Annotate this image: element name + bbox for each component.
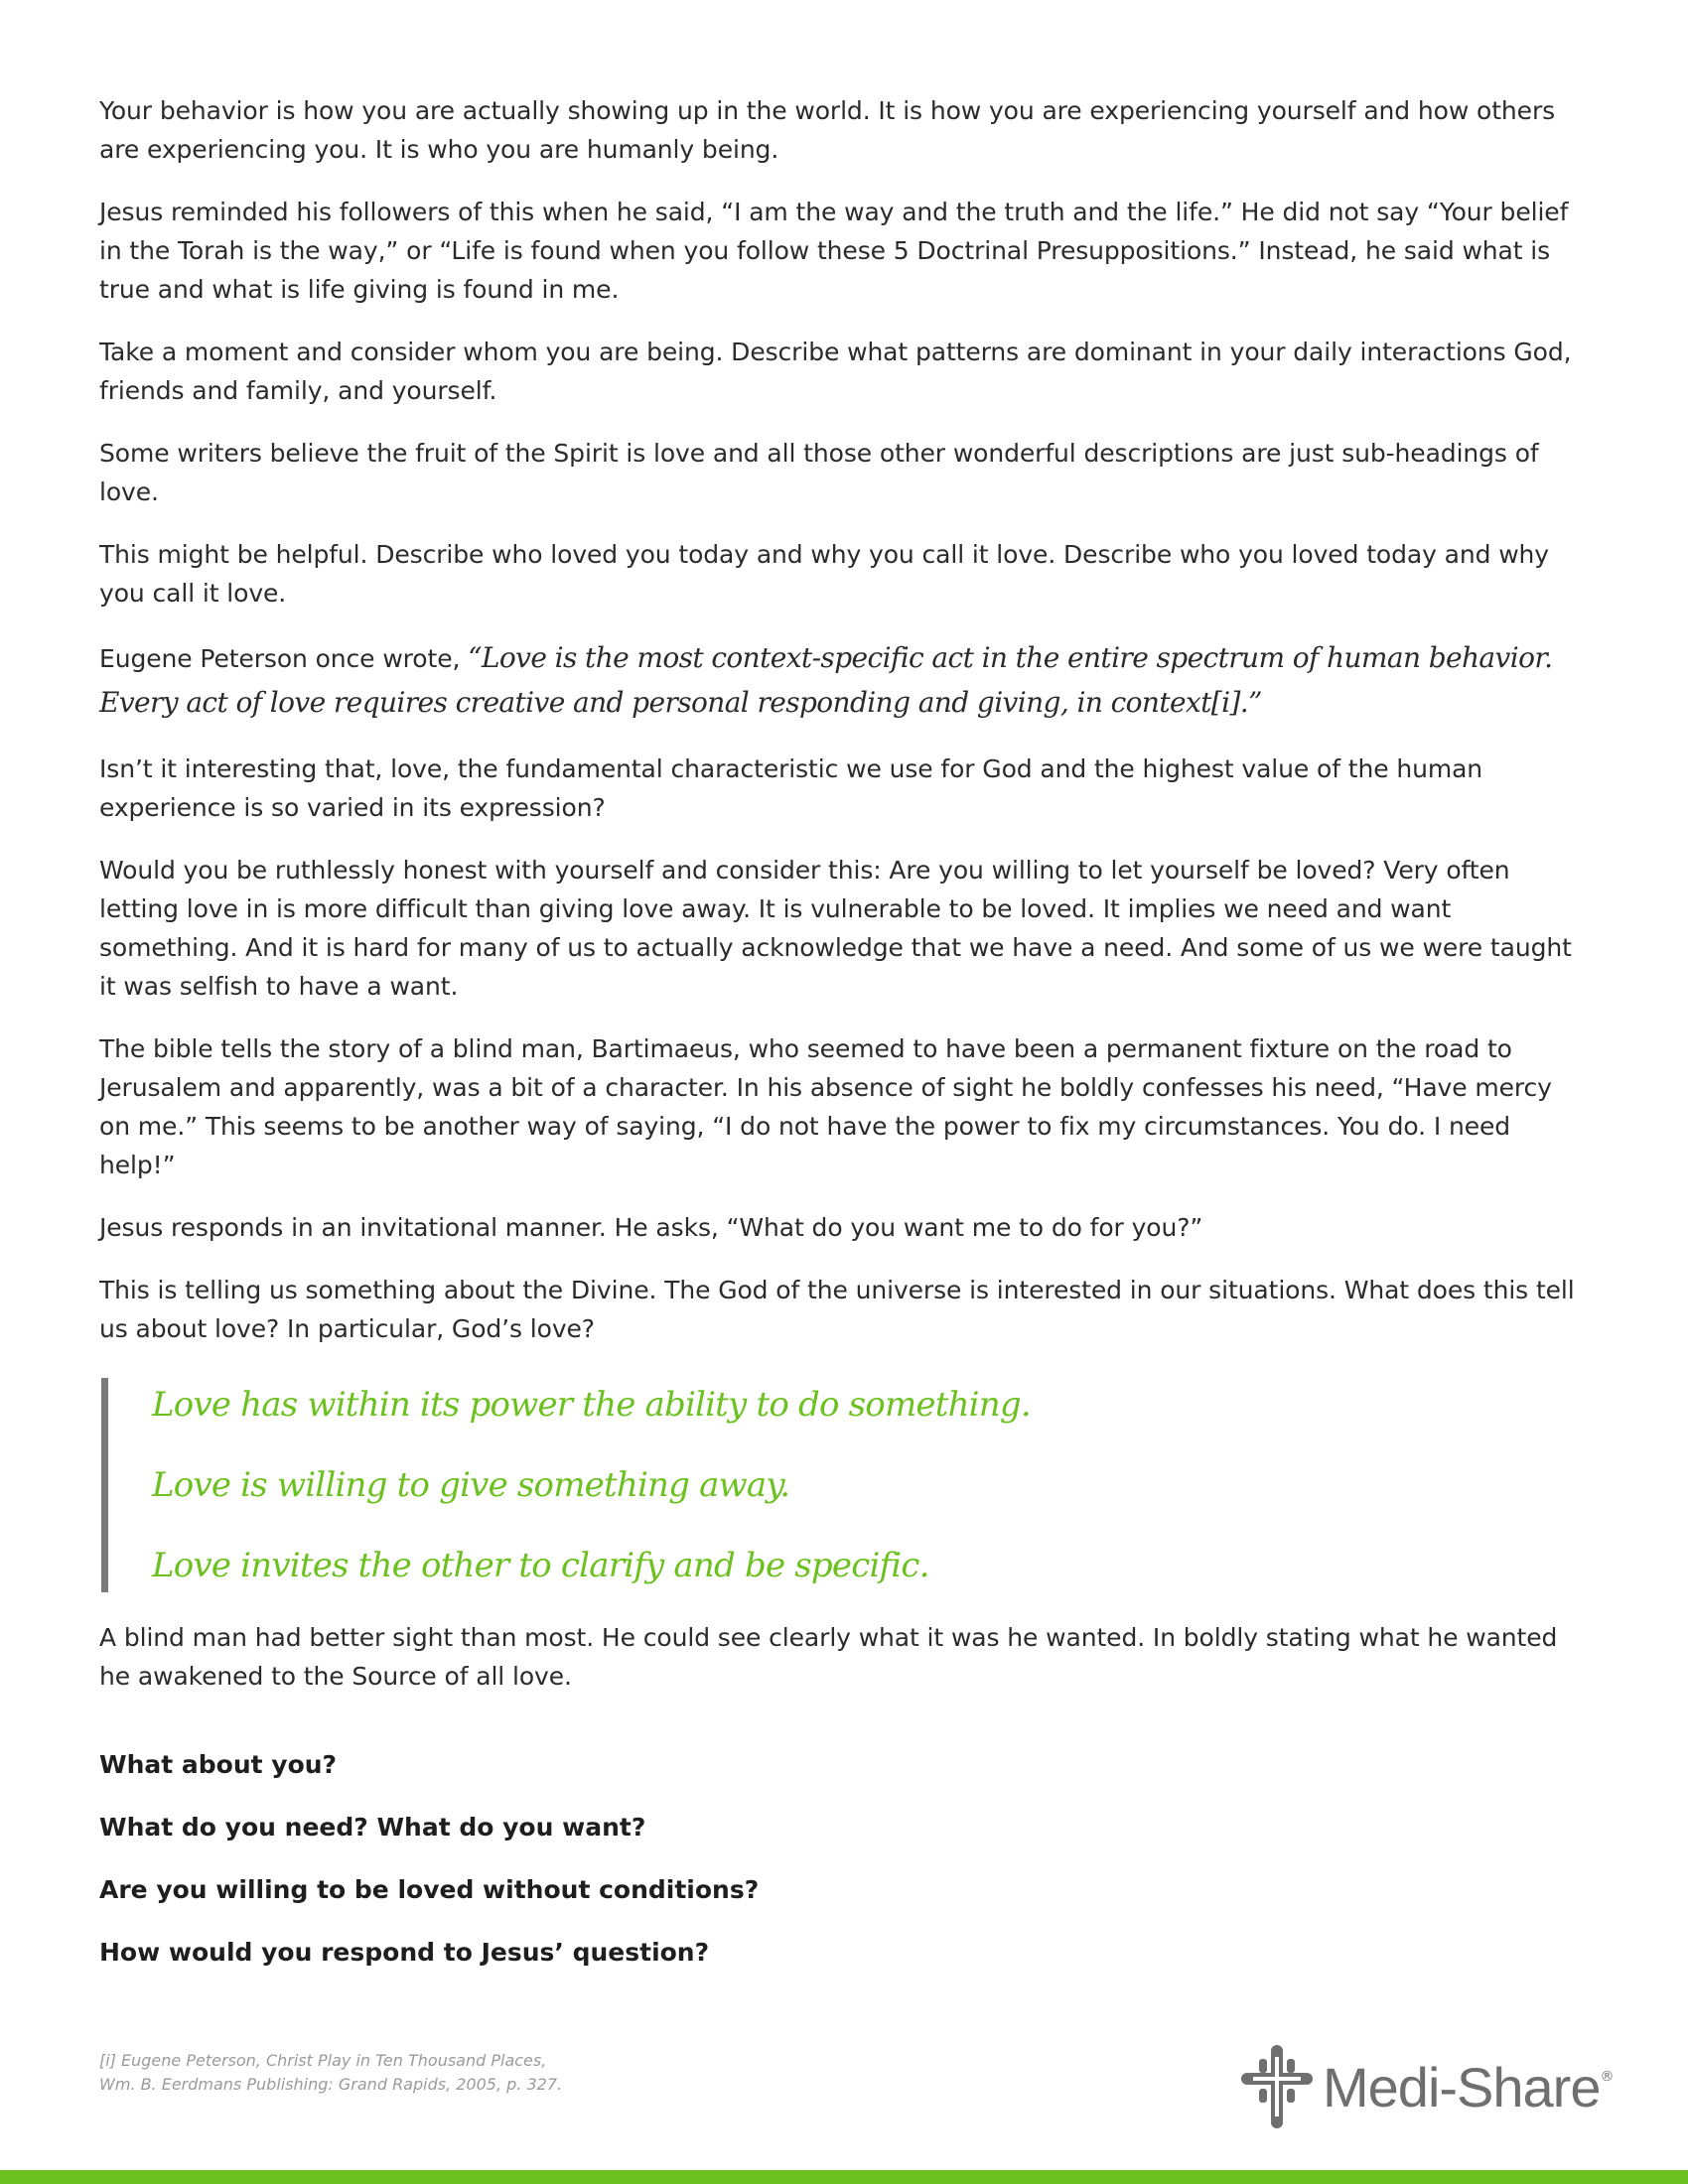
paragraph-jesus-responds: Jesus responds in an invitational manner. He asks, “What do you want me to do for you?” bbox=[99, 1213, 1203, 1242]
paragraph-helpful: This might be helpful. Describe who loved you today and why you call it love. Describe who you loved today and why you call it love. bbox=[99, 540, 1549, 608]
question-item: What do you need? What do you want? bbox=[99, 1813, 646, 1842]
paragraph-divine: This is telling us something about the Divine. The God of the universe is interested in our situations. What does this tell us about love? In particular, God’s love? bbox=[99, 1276, 1575, 1343]
cross-logo-icon bbox=[1241, 2045, 1313, 2128]
footnote-line: Wm. B. Eerdmans Publishing: Grand Rapids, 2005, p. 327. bbox=[99, 2075, 563, 2094]
quote-intro: Eugene Peterson once wrote, bbox=[99, 644, 469, 673]
question-item: How would you respond to Jesus’ question? bbox=[99, 1938, 710, 1967]
logo-wordmark: Medi-Share bbox=[1323, 2055, 1601, 2118]
document-body bbox=[99, 91, 1589, 1997]
love-callout bbox=[101, 1378, 1589, 1592]
paragraph-interesting: Isn’t it interesting that, love, the fundamental characteristic we use for God and the highest value of the human experience is so varied in its expression? bbox=[99, 754, 1483, 822]
paragraph-fruit-of-spirit: Some writers believe the fruit of the Spirit is love and all those other wonderful descriptions are just sub-headings of love. bbox=[99, 439, 1539, 506]
footnote bbox=[99, 2049, 562, 2097]
peterson-quote: “Love is the most context-specific act in the entire spectrum of human behavior. Every act of love requires creative and personal responding and giving, in context[i].” bbox=[99, 641, 1553, 719]
callout-line: Love has within its power the ability to do something. bbox=[152, 1385, 1031, 1425]
paragraph-honest: Would you be ruthlessly honest with yourself and consider this: Are you willing to let yourself be loved? Very often letting love in is more difficult than giving love away. It is vulnerable to be loved. It implies we need and want something. And it is hard for many of us to actually acknowledge that we have a need. And some of us we were taught it was selfish to have a want. bbox=[99, 856, 1572, 1001]
paragraph-blind-man: A blind man had better sight than most. He could see clearly what it was he wanted. In boldly stating what he wanted he awakened to the Source of all love. bbox=[99, 1623, 1558, 1691]
footnote-line: [i] Eugene Peterson, Christ Play in Ten Thousand Places, bbox=[99, 2051, 547, 2070]
reflection-questions bbox=[99, 1747, 1589, 1971]
question-item: Are you willing to be loved without conditions? bbox=[99, 1875, 760, 1904]
paragraph-peterson-quote bbox=[99, 636, 1589, 726]
paragraph-consider: Take a moment and consider whom you are being. Describe what patterns are dominant in your daily interactions God, friends and family, and yourself. bbox=[99, 338, 1572, 405]
registered-mark: ® bbox=[1600, 2069, 1615, 2085]
callout-line: Love is willing to give something away. bbox=[152, 1465, 790, 1505]
paragraph-jesus-way: Jesus reminded his followers of this when he said, “I am the way and the truth and the life.” He did not say “Your belief in the Torah is the way,” or “Life is found when you follow these 5 Doctrinal Presuppositions.” Instead, he said what is true and what is life giving is found in me. bbox=[99, 198, 1569, 304]
callout-line: Love invites the other to clarify and be specific. bbox=[152, 1546, 929, 1585]
paragraph-bartimaeus: The bible tells the story of a blind man, Bartimaeus, who seemed to have been a permanent fixture on the road to Jerusalem and apparently, was a bit of a character. In his absence of sight he boldly confesses his need, “Have mercy on me.” This seems to be another way of saying, “I do not have the power to fix my circumstances. You do. I need help!” bbox=[99, 1034, 1552, 1179]
medi-share-logo bbox=[1241, 2045, 1614, 2128]
bottom-accent-bar bbox=[0, 2170, 1688, 2184]
question-item: What about you? bbox=[99, 1750, 338, 1779]
paragraph-behavior: Your behavior is how you are actually showing up in the world. It is how you are experiencing yourself and how others are experiencing you. It is who you are humanly being. bbox=[99, 96, 1556, 164]
